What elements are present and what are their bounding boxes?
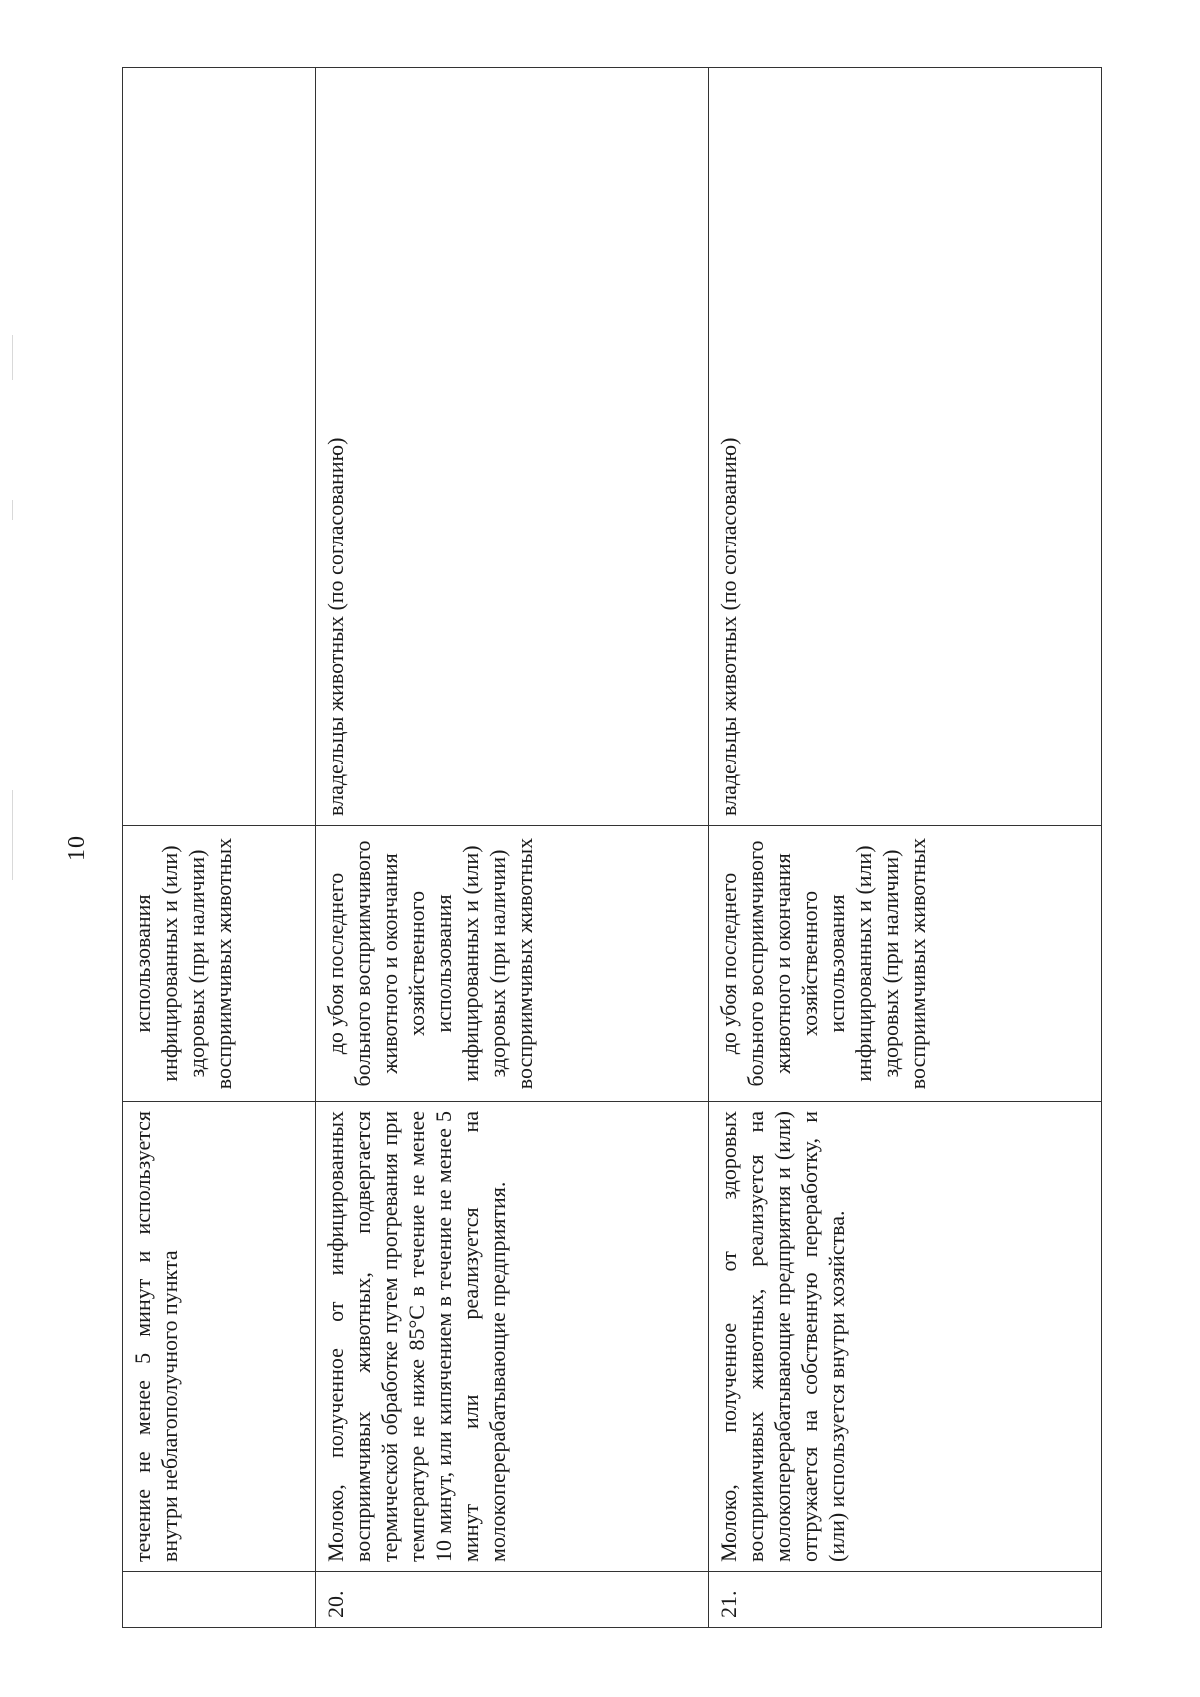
measures-table [122,67,1102,1628]
scan-edge-mark [12,790,13,880]
rotated-page-content [64,68,1102,1628]
measure-cell: Молоко, полученное от инфицированных восприимчивых животных, подвергается термической обработке путем прогревания при температуре не ниже 85°С в течение не менее 10 минут, или кипячением в течение не менее 5 минут или реализуется на молокоперерабатывающие предприятия. [315,1102,708,1572]
term-cell: до убоя последнего больного восприимчивого животного и окончания хозяйственного использования инфицированных и (или) здоровых (при наличии) восприимчивых животных [315,826,708,1102]
row-number: 21. [708,1572,1101,1628]
row-number [123,1572,316,1628]
table-row [315,68,708,1628]
responsible-cell: владельцы животных (по согласованию) [315,68,708,826]
measure-cell: Молоко, полученное от здоровых восприимчивых животных, реализуется на молокоперерабатывающие предприятия и (или) отгружается на собственную переработку, и (или) используется внутри хозяйства. [708,1102,1101,1572]
measure-cell: течение не менее 5 минут и используется внутри неблагополучного пункта [123,1102,316,1572]
responsible-cell: владельцы животных (по согласованию) [708,68,1101,826]
table-row [123,68,316,1628]
term-cell: использования инфицированных и (или) здоровых (при наличии) восприимчивых животных [123,826,316,1102]
page-number: 10 [64,835,90,861]
term-cell: до убоя последнего больного восприимчивого животного и окончания хозяйственного использования инфицированных и (или) здоровых (при наличии) восприимчивых животных [708,826,1101,1102]
responsible-cell [123,68,316,826]
scan-edge-mark [12,500,13,520]
row-number: 20. [315,1572,708,1628]
table-row [708,68,1101,1628]
scan-edge-mark [12,335,13,380]
